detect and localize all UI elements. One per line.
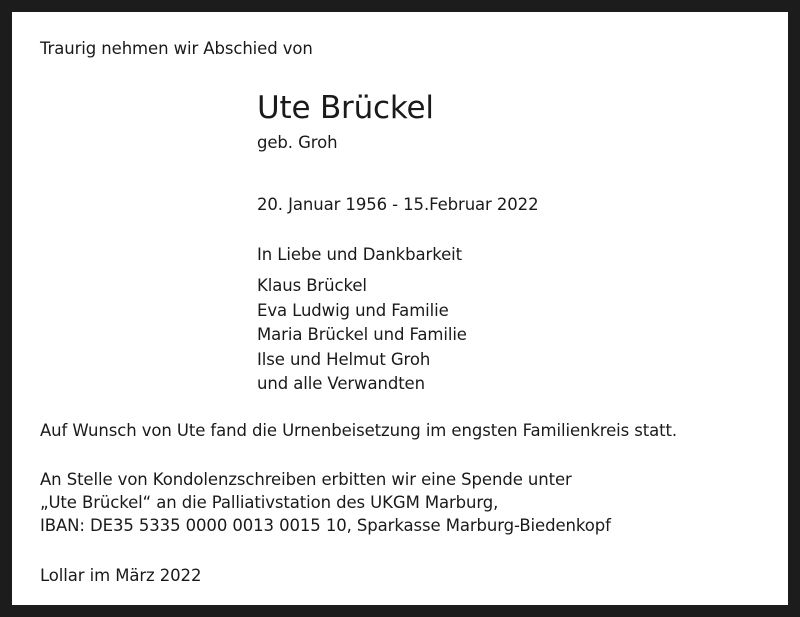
intro-text: Traurig nehmen wir Abschied von [40,39,313,58]
donation-line: An Stelle von Kondolenzschreiben erbitten wir eine Spende unter [40,470,572,489]
place-date: Lollar im März 2022 [40,566,202,585]
mourners-list [257,274,467,397]
life-dates: 20. Januar 1956 - 15.Februar 2022 [257,195,539,214]
mourner-item: Ilse und Helmut Groh [257,349,431,369]
mourner-item: Maria Brückel und Familie [257,325,467,344]
funeral-note: Auf Wunsch von Ute fand die Urnenbeisetzung im engsten Familienkreis statt. [40,421,678,440]
donation-line: „Ute Brückel“ an die Palliativstation des UKGM Marburg, [40,493,499,512]
mourner-item: Klaus Brückel [257,276,367,295]
mourner-item: und alle Verwandten [257,374,425,393]
sentiment-text: In Liebe und Dankbarkeit [257,245,462,264]
donation-iban: IBAN: DE35 5335 0000 0013 0015 10, Sparkasse Marburg-Biedenkopf [40,516,611,535]
birth-name: geb. Groh [257,133,338,152]
mourner-item: Eva Ludwig und Familie [257,300,449,320]
obituary-notice [12,12,788,605]
deceased-name: Ute Brückel [257,90,434,126]
